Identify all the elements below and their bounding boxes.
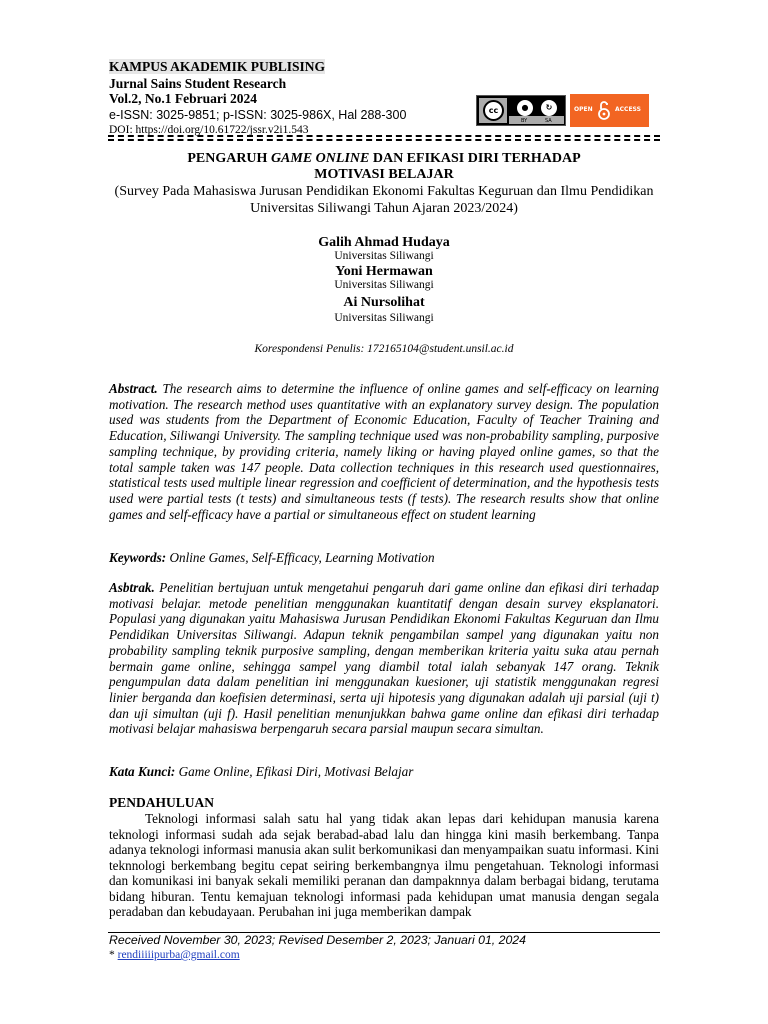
journal-issn: e-ISSN: 3025-9851; p-ISSN: 3025-986X, Hal 288-300 — [109, 108, 407, 122]
author-affiliation: Universitas Siliwangi — [334, 279, 434, 291]
sa-icon: ↻ — [539, 98, 559, 118]
header-divider-top — [108, 135, 660, 137]
kata-kunci-text: Game Online, Efikasi Diri, Motivasi Belajar — [178, 764, 414, 779]
paper-subtitle: (Survey Pada Mahasiswa Jurusan Pendidikan Ekonomi Fakultas Keguruan dan Ilmu Pendidikan Universitas Siliwangi Tahun Ajaran 2023/2024) — [114, 184, 654, 216]
received-dates: Received November 30, 2023; Revised Desember 2, 2023; Januari 01, 2024 — [109, 933, 526, 947]
open-access-label-left: OPEN — [574, 106, 593, 113]
keywords-line — [109, 550, 659, 566]
kata-kunci-label: Kata Kunci: — [109, 764, 176, 779]
abstrak-paragraph — [109, 580, 659, 737]
open-access-label-right: ACCESS — [615, 106, 641, 113]
license-label-bar — [509, 116, 564, 124]
cc-icon-box — [479, 98, 507, 123]
open-lock-icon — [598, 99, 610, 121]
author-email-link[interactable]: rendiiiiipurba@gmail.com — [117, 949, 240, 961]
abstrak-label: Asbtrak. — [109, 580, 155, 595]
author-affiliation: Universitas Siliwangi — [334, 312, 434, 324]
keywords-label: Keywords: — [109, 550, 167, 565]
footnote-star: * — [109, 949, 118, 961]
journal-doi: DOI: https://doi.org/10.61722/jssr.v2i1.543 — [109, 124, 309, 136]
section-body-text: Teknologi informasi salah satu hal yang tidak akan lepas dari kehidupan manusia karena teknologi informasi sudah ada sejak berabad-abad lalu dan hingga kini masih berkembang. Tanpa adanya teknologi informasi manusia akan sulit berkomunikasi dan menyampaikan suatu informasi. Kini teknnologi berkembang begitu cepat seiring berkembangnya ilmu pengetahuan. Teknologi informasi dan komunikasi ini banyak sekali memiliki peranan dan dampaknnya dalam berbagai bidang, terutama bidang hiburan. Tentu kemajuan teknologi informasi pada kehidupan umat manusia dengan segala peradaban dan kebudayaan. Perubahan ini juga memberikan dampak — [109, 811, 659, 919]
abstrak-text: Penelitian bertujuan untuk mengetahui pengaruh dari game online dan efikasi diri terhadap motivasi belajar. metode penelitian menggunakan kuantitatif dengan desain survey eksplanatori. Populasi yang digunakan yaitu Mahasiswa Jurusan Pendidikan Ekonomi Fakultas Keguruan dan Ilmu Pendidikan Universitas Siliwangi. Adapun teknik pengambilan sampel yang digunakan yaitu non probability sampling teknik purposive sampling, dengan memberikan kriteria yaitu suka atau pernah bermain game online, sehingga sampel yang diambil total ialah sebanyak 147 orang. Teknik pengumpulan data dalam penelitian ini menggunakan kuesioner, uji statistik menggunakan regresi linier berganda dan koefisien determinasi, serta uji hipotesis yang digunakan adalah uji parsial (uji t) dan uji simultan (uji f). Hasil penelitian menunjukkan bahwa game online dan efikasi diri terhadap motivasi belajar mahasiswa berpengaruh secara parsial maupun secara simultan. — [109, 580, 659, 737]
abstract-label: Abstract. — [109, 381, 158, 396]
author-name: Ai Nursolihat — [343, 295, 425, 310]
by-icon: ● — [515, 98, 535, 118]
abstract-paragraph — [109, 381, 659, 522]
keywords-text: Online Games, Self-Efficacy, Learning Motivation — [169, 550, 435, 565]
journal-volume: Vol.2, No.1 Februari 2024 — [109, 91, 257, 106]
author-name: Galih Ahmad Hudaya — [318, 235, 450, 250]
open-access-badge[interactable] — [570, 94, 649, 127]
by-label: BY — [521, 118, 528, 124]
author-affiliation: Universitas Siliwangi — [334, 250, 434, 262]
correspondence-email[interactable]: Korespondensi Penulis: 172165104@student.unsil.ac.id — [254, 343, 514, 355]
cc-by-sa-license-badge[interactable] — [476, 95, 566, 126]
header-divider-bottom — [108, 139, 660, 141]
abstract-text: The research aims to determine the influence of online games and self-efficacy on learning motivation. The research method uses quantitative with an explanatory survey design. The population used was students from the Department of Economic Education, Faculty of Teacher Training and Education, Siliwangi University. The sampling technique used was non-probability sampling, purposive sampling technique, by providing criteria, namely liking or having played online games, so that the total sample taken was 147 people. Data collection techniques in this research used questionnaires, statistical tests used multiple linear regression and coefficient of determination, and the hypothesis tests used were partial tests (t tests) and simultaneous tests (f tests). The research results show that online games and self-efficacy have a partial or simultaneous effect on student learning — [109, 381, 659, 522]
title-italic-term: GAME ONLINE — [270, 151, 370, 166]
section-heading: PENDAHULUAN — [109, 795, 215, 810]
author-name: Yoni Hermawan — [335, 264, 433, 279]
publisher-name: KAMPUS AKADEMIK PUBLISING — [109, 59, 326, 74]
journal-name: Jurnal Sains Student Research — [109, 76, 287, 91]
paper-title-line1: PENGARUH GAME ONLINE DAN EFIKASI DIRI TERHADAP — [187, 151, 581, 166]
cc-icon: cc — [483, 100, 504, 121]
paper-title-line2: MOTIVASI BELAJAR — [314, 167, 454, 182]
kata-kunci-line — [109, 764, 659, 780]
footer-email-line — [109, 948, 240, 962]
sa-label: SA — [545, 118, 552, 124]
